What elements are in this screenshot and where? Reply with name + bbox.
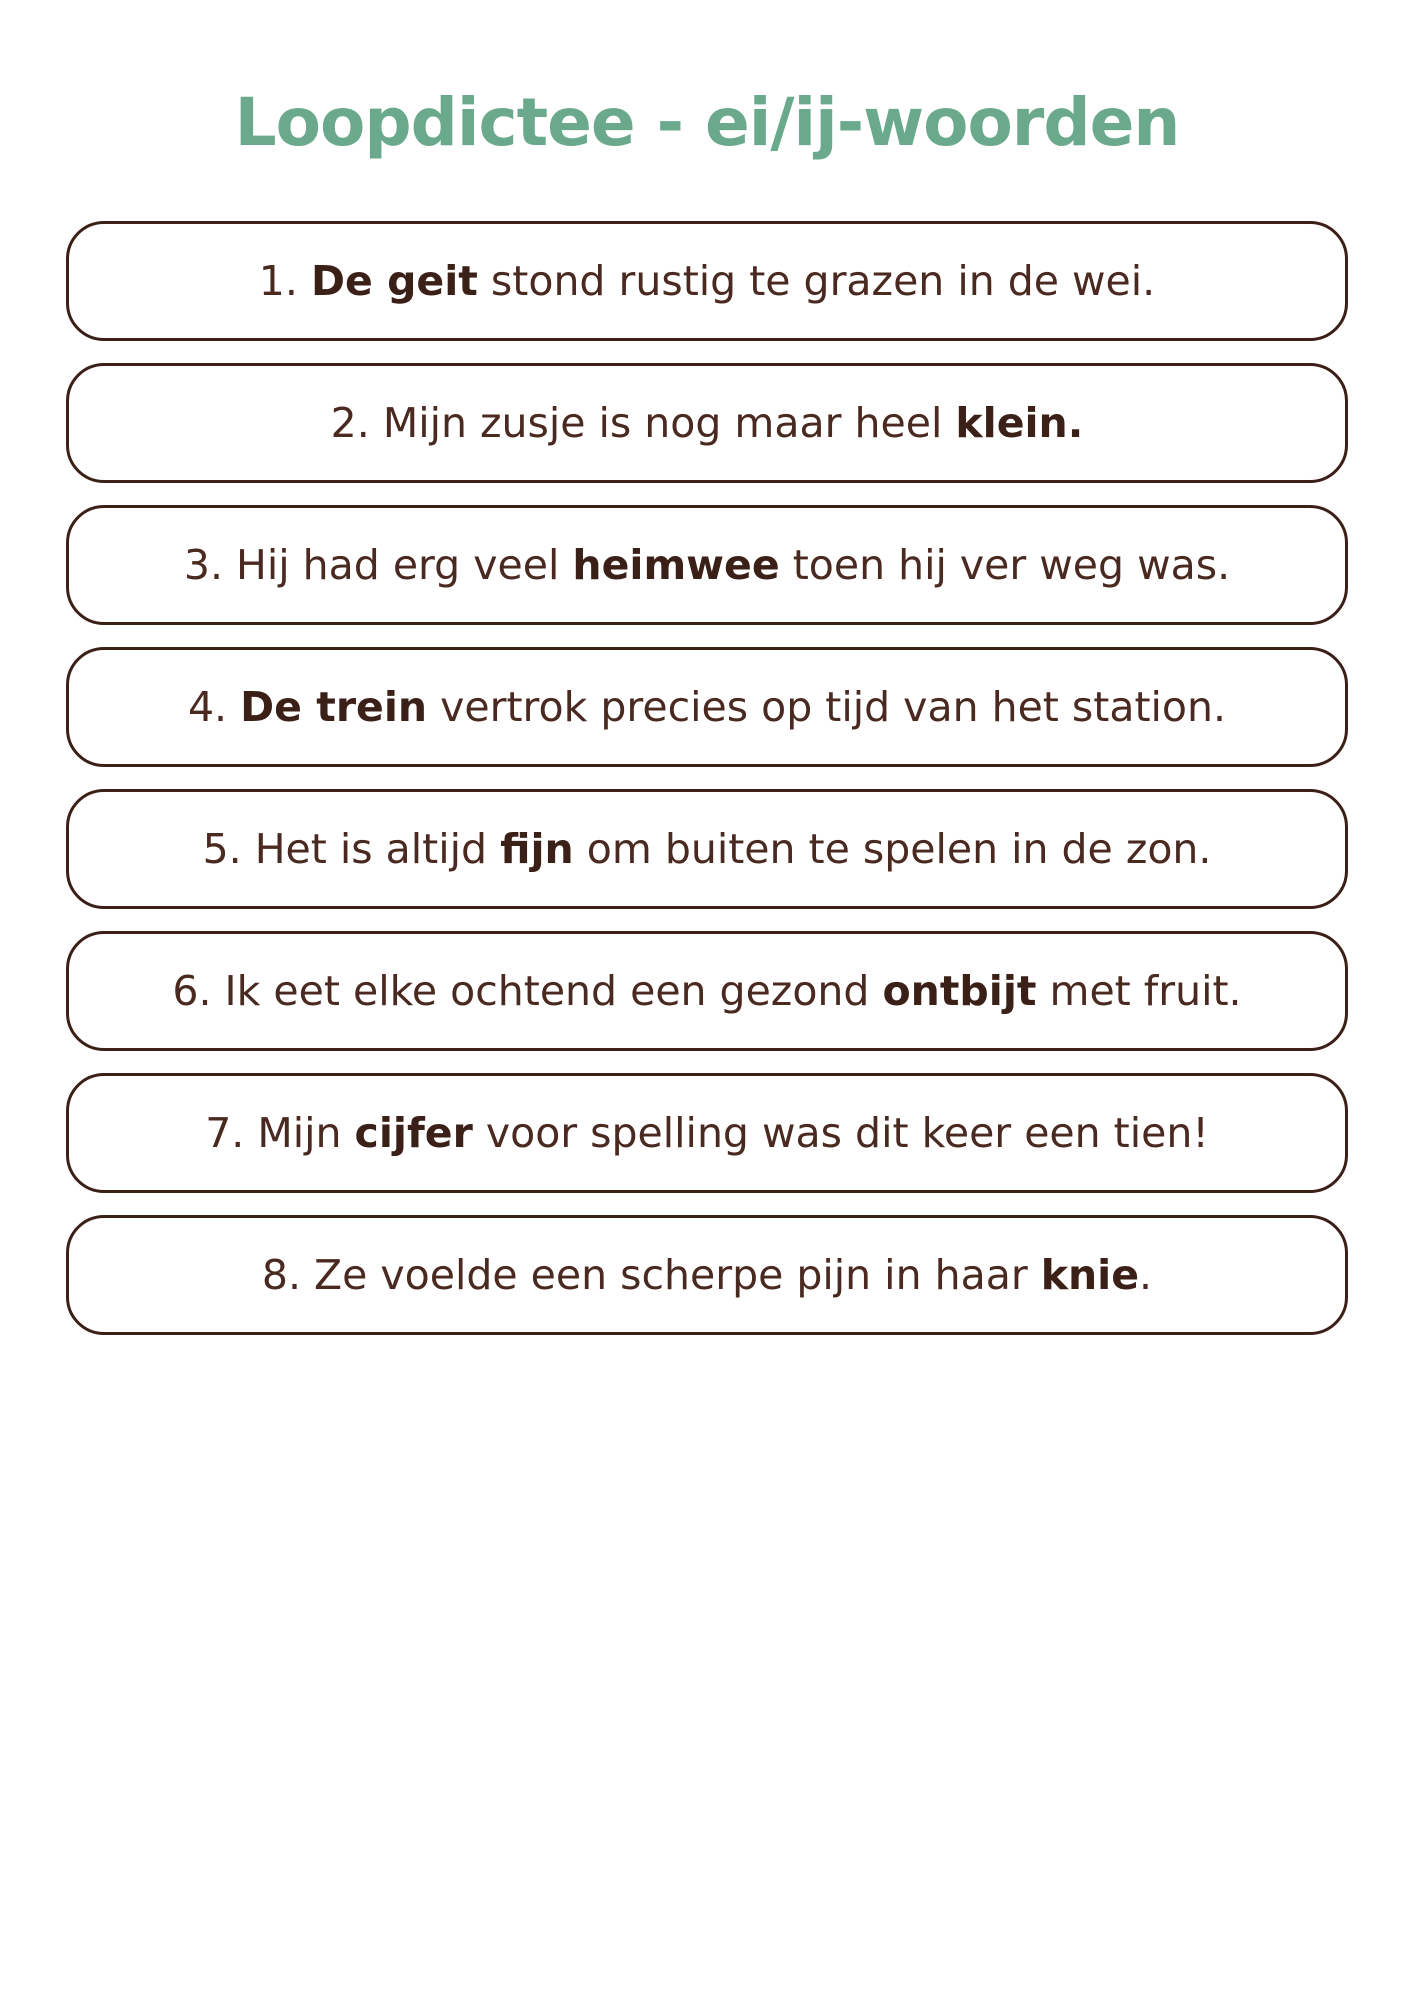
sentence-card-1 [66,221,1348,341]
sentence-text-4: 4. De trein vertrok precies op tijd van het station. [187,682,1227,731]
sentence-card-4 [66,647,1348,767]
sentence-text-2: 2. Mijn zusje is nog maar heel klein. [330,398,1084,447]
sentence-list [60,221,1354,1335]
sentence-card-6 [66,931,1348,1051]
sentence-text-6: 6. Ik eet elke ochtend een gezond ontbijt met fruit. [172,966,1242,1015]
sentence-text-1: 1. De geit stond rustig te grazen in de wei. [258,256,1156,305]
sentence-card-3 [66,505,1348,625]
sentence-text-3: 3. Hij had erg veel heimwee toen hij ver weg was. [183,540,1231,589]
sentence-card-7 [66,1073,1348,1193]
sentence-text-8: 8. Ze voelde een scherpe pijn in haar knie. [261,1250,1153,1299]
sentence-text-5: 5. Het is altijd fijn om buiten te spelen in de zon. [202,824,1212,873]
sentence-card-5 [66,789,1348,909]
sentence-card-2 [66,363,1348,483]
page-title: Loopdictee - ei/ij-woorden [234,84,1180,161]
sentence-card-8 [66,1215,1348,1335]
sentence-text-7: 7. Mijn cijfer voor spelling was dit keer een tien! [205,1108,1209,1157]
